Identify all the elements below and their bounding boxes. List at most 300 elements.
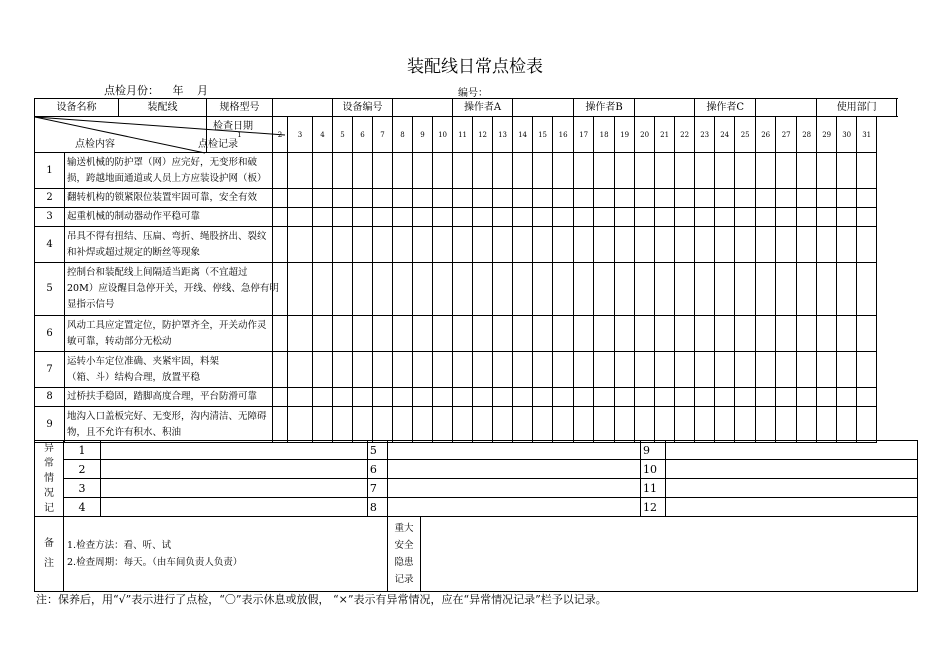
- check-cell[interactable]: [817, 388, 837, 407]
- check-cell[interactable]: [797, 352, 817, 388]
- check-cell[interactable]: [857, 352, 877, 388]
- check-cell[interactable]: [675, 352, 695, 388]
- check-cell[interactable]: [493, 388, 513, 407]
- check-cell[interactable]: [433, 263, 453, 316]
- check-cell[interactable]: [493, 208, 513, 227]
- check-cell[interactable]: [837, 407, 857, 443]
- check-cell[interactable]: [473, 316, 493, 352]
- check-cell[interactable]: [288, 352, 313, 388]
- check-cell[interactable]: [513, 153, 533, 189]
- check-cell[interactable]: [837, 352, 857, 388]
- check-cell[interactable]: [333, 316, 353, 352]
- check-cell[interactable]: [635, 407, 655, 443]
- check-cell[interactable]: [776, 388, 797, 407]
- major-hazard-record-cell[interactable]: [421, 517, 918, 591]
- check-cell[interactable]: [574, 227, 594, 263]
- check-cell[interactable]: [857, 263, 877, 316]
- check-cell[interactable]: [433, 189, 453, 208]
- check-cell[interactable]: [473, 407, 493, 443]
- check-cell[interactable]: [756, 263, 776, 316]
- abnormal-record-cell[interactable]: [101, 460, 368, 479]
- check-cell[interactable]: [837, 388, 857, 407]
- check-cell[interactable]: [473, 153, 493, 189]
- check-cell[interactable]: [715, 227, 735, 263]
- check-cell[interactable]: [288, 208, 313, 227]
- check-cell[interactable]: [353, 316, 373, 352]
- check-cell[interactable]: [433, 208, 453, 227]
- check-cell[interactable]: [353, 189, 373, 208]
- check-cell[interactable]: [433, 316, 453, 352]
- check-cell[interactable]: [574, 407, 594, 443]
- check-cell[interactable]: [857, 208, 877, 227]
- check-cell[interactable]: [574, 352, 594, 388]
- check-cell[interactable]: [553, 208, 574, 227]
- check-cell[interactable]: [453, 263, 473, 316]
- check-cell[interactable]: [313, 407, 333, 443]
- check-cell[interactable]: [675, 388, 695, 407]
- check-cell[interactable]: [493, 263, 513, 316]
- check-cell[interactable]: [413, 407, 433, 443]
- check-cell[interactable]: [288, 189, 313, 208]
- check-cell[interactable]: [413, 388, 433, 407]
- abnormal-record-cell[interactable]: [666, 498, 918, 517]
- check-cell[interactable]: [433, 388, 453, 407]
- check-cell[interactable]: [513, 316, 533, 352]
- check-cell[interactable]: [413, 189, 433, 208]
- check-cell[interactable]: [817, 208, 837, 227]
- date-header-row: [35, 117, 897, 153]
- check-cell[interactable]: [353, 407, 373, 443]
- check-cell[interactable]: [675, 263, 695, 316]
- check-cell[interactable]: [574, 388, 594, 407]
- check-cell[interactable]: [675, 189, 695, 208]
- check-cell[interactable]: [413, 263, 433, 316]
- abnormal-number: 11: [641, 479, 666, 498]
- check-cell[interactable]: [735, 208, 756, 227]
- check-cell[interactable]: [615, 208, 635, 227]
- check-cell[interactable]: [393, 208, 413, 227]
- check-cell[interactable]: [635, 227, 655, 263]
- check-cell[interactable]: [333, 388, 353, 407]
- abnormal-record-cell[interactable]: [101, 479, 368, 498]
- check-cell[interactable]: [353, 208, 373, 227]
- check-cell[interactable]: [433, 153, 453, 189]
- check-cell[interactable]: [333, 407, 353, 443]
- check-cell[interactable]: [493, 352, 513, 388]
- check-cell[interactable]: [288, 388, 313, 407]
- check-cell[interactable]: [333, 153, 353, 189]
- check-cell[interactable]: [373, 352, 393, 388]
- check-cell[interactable]: [797, 208, 817, 227]
- check-cell[interactable]: [797, 316, 817, 352]
- check-cell[interactable]: [776, 407, 797, 443]
- check-cell[interactable]: [655, 352, 675, 388]
- check-cell[interactable]: [373, 263, 393, 316]
- check-cell[interactable]: [493, 407, 513, 443]
- check-cell[interactable]: [513, 388, 533, 407]
- check-cell[interactable]: [473, 208, 493, 227]
- inspection-item-row: [35, 316, 897, 352]
- check-cell[interactable]: [817, 407, 837, 443]
- check-cell[interactable]: [735, 407, 756, 443]
- check-cell[interactable]: [756, 227, 776, 263]
- device-name-label: 设备名称: [35, 99, 119, 117]
- operator-c-value[interactable]: [756, 99, 817, 117]
- abnormal-record-cell[interactable]: [388, 460, 641, 479]
- abnormal-record-cell[interactable]: [388, 441, 641, 460]
- check-cell[interactable]: [373, 208, 393, 227]
- check-cell[interactable]: [655, 316, 675, 352]
- check-cell[interactable]: [655, 407, 675, 443]
- check-cell[interactable]: [756, 407, 776, 443]
- check-cell[interactable]: [635, 189, 655, 208]
- check-cell[interactable]: [635, 388, 655, 407]
- check-cell[interactable]: [675, 316, 695, 352]
- check-cell[interactable]: [453, 407, 473, 443]
- check-cell[interactable]: [333, 189, 353, 208]
- check-cell[interactable]: [735, 153, 756, 189]
- check-cell[interactable]: [553, 189, 574, 208]
- check-cell[interactable]: [513, 263, 533, 316]
- check-cell[interactable]: [635, 352, 655, 388]
- model-value[interactable]: [273, 99, 333, 117]
- check-cell[interactable]: [594, 189, 615, 208]
- check-cell[interactable]: [533, 352, 553, 388]
- check-cell[interactable]: [373, 227, 393, 263]
- check-cell[interactable]: [715, 352, 735, 388]
- check-cell[interactable]: [715, 316, 735, 352]
- check-cell[interactable]: [493, 227, 513, 263]
- check-cell[interactable]: [615, 407, 635, 443]
- check-cell[interactable]: [655, 263, 675, 316]
- check-cell[interactable]: [353, 352, 373, 388]
- check-cell[interactable]: [493, 189, 513, 208]
- abnormal-record-cell[interactable]: [388, 498, 641, 517]
- check-cell[interactable]: [776, 263, 797, 316]
- check-cell[interactable]: [817, 352, 837, 388]
- check-cell[interactable]: [273, 153, 288, 189]
- check-cell[interactable]: [615, 153, 635, 189]
- check-cell[interactable]: [797, 227, 817, 263]
- check-cell[interactable]: [473, 189, 493, 208]
- abnormal-record-cell[interactable]: [666, 479, 918, 498]
- check-cell[interactable]: [288, 227, 313, 263]
- check-cell[interactable]: [453, 189, 473, 208]
- check-cell[interactable]: [413, 153, 433, 189]
- check-cell[interactable]: [553, 352, 574, 388]
- device-no-value[interactable]: [393, 99, 453, 117]
- check-cell[interactable]: [553, 388, 574, 407]
- check-cell[interactable]: [473, 352, 493, 388]
- check-cell[interactable]: [393, 263, 413, 316]
- check-cell[interactable]: [288, 316, 313, 352]
- check-cell[interactable]: [797, 263, 817, 316]
- check-cell[interactable]: [353, 227, 373, 263]
- day-header: 1: [207, 117, 273, 153]
- check-cell[interactable]: [313, 208, 333, 227]
- check-cell[interactable]: [797, 407, 817, 443]
- check-cell[interactable]: [433, 352, 453, 388]
- check-cell[interactable]: [695, 189, 715, 208]
- check-cell[interactable]: [553, 263, 574, 316]
- check-cell[interactable]: [413, 227, 433, 263]
- check-cell[interactable]: [695, 352, 715, 388]
- check-cell[interactable]: [288, 263, 313, 316]
- item-content-line: 输送机械的防护罩（网）应完好，无变形和破: [67, 156, 258, 168]
- check-cell[interactable]: [273, 208, 288, 227]
- check-cell[interactable]: [735, 352, 756, 388]
- check-cell[interactable]: [333, 263, 353, 316]
- check-cell[interactable]: [715, 407, 735, 443]
- check-cell[interactable]: [513, 407, 533, 443]
- check-cell[interactable]: [393, 189, 413, 208]
- check-cell[interactable]: [473, 263, 493, 316]
- check-cell[interactable]: [513, 189, 533, 208]
- check-cell[interactable]: [817, 153, 837, 189]
- check-cell[interactable]: [473, 388, 493, 407]
- check-cell[interactable]: [776, 153, 797, 189]
- abnormal-record-cell[interactable]: [101, 441, 368, 460]
- check-cell[interactable]: [473, 227, 493, 263]
- check-cell[interactable]: [533, 263, 553, 316]
- check-cell[interactable]: [373, 316, 393, 352]
- check-cell[interactable]: [797, 153, 817, 189]
- check-cell[interactable]: [393, 352, 413, 388]
- check-cell[interactable]: [837, 263, 857, 316]
- check-cell[interactable]: [333, 208, 353, 227]
- check-cell[interactable]: [675, 208, 695, 227]
- check-cell[interactable]: [313, 153, 333, 189]
- check-cell[interactable]: [574, 263, 594, 316]
- check-cell[interactable]: [655, 388, 675, 407]
- check-cell[interactable]: [533, 208, 553, 227]
- check-cell[interactable]: [373, 189, 393, 208]
- check-cell[interactable]: [695, 227, 715, 263]
- check-cell[interactable]: [493, 153, 513, 189]
- check-cell[interactable]: [837, 208, 857, 227]
- check-cell[interactable]: [393, 316, 413, 352]
- operator-b-label: 操作者B: [574, 99, 635, 117]
- check-cell[interactable]: [393, 227, 413, 263]
- check-cell[interactable]: [715, 388, 735, 407]
- check-cell[interactable]: [695, 407, 715, 443]
- check-cell[interactable]: [615, 388, 635, 407]
- check-cell[interactable]: [615, 352, 635, 388]
- check-cell[interactable]: [817, 316, 837, 352]
- check-cell[interactable]: [413, 316, 433, 352]
- abnormal-row: [35, 479, 918, 498]
- operator-a-value[interactable]: [513, 99, 574, 117]
- check-cell[interactable]: [574, 153, 594, 189]
- check-cell[interactable]: [857, 388, 877, 407]
- check-cell[interactable]: [533, 316, 553, 352]
- check-cell[interactable]: [817, 263, 837, 316]
- check-cell[interactable]: [675, 407, 695, 443]
- check-cell[interactable]: [756, 208, 776, 227]
- check-cell[interactable]: [635, 153, 655, 189]
- check-cell[interactable]: [453, 153, 473, 189]
- check-cell[interactable]: [837, 153, 857, 189]
- check-cell[interactable]: [513, 208, 533, 227]
- check-cell[interactable]: [695, 208, 715, 227]
- check-cell[interactable]: [553, 227, 574, 263]
- check-cell[interactable]: [373, 153, 393, 189]
- check-cell[interactable]: [553, 407, 574, 443]
- check-cell[interactable]: [413, 352, 433, 388]
- check-cell[interactable]: [273, 189, 288, 208]
- check-cell[interactable]: [453, 388, 473, 407]
- check-cell[interactable]: [776, 352, 797, 388]
- check-cell[interactable]: [373, 388, 393, 407]
- check-cell[interactable]: [857, 189, 877, 208]
- remarks-row: [35, 517, 918, 592]
- check-cell[interactable]: [393, 153, 413, 189]
- check-cell[interactable]: [433, 407, 453, 443]
- check-cell[interactable]: [615, 316, 635, 352]
- check-cell[interactable]: [313, 316, 333, 352]
- check-cell[interactable]: [635, 263, 655, 316]
- check-cell[interactable]: [695, 153, 715, 189]
- check-cell[interactable]: [756, 316, 776, 352]
- check-cell[interactable]: [493, 316, 513, 352]
- check-cell[interactable]: [715, 153, 735, 189]
- check-cell[interactable]: [574, 316, 594, 352]
- check-cell[interactable]: [594, 352, 615, 388]
- check-cell[interactable]: [756, 153, 776, 189]
- check-cell[interactable]: [837, 189, 857, 208]
- check-cell[interactable]: [857, 407, 877, 443]
- check-cell[interactable]: [635, 208, 655, 227]
- check-cell[interactable]: [433, 227, 453, 263]
- check-cell[interactable]: [735, 263, 756, 316]
- check-cell[interactable]: [373, 407, 393, 443]
- check-cell[interactable]: [776, 189, 797, 208]
- abnormal-record-cell[interactable]: [388, 479, 641, 498]
- check-cell[interactable]: [615, 227, 635, 263]
- check-cell[interactable]: [353, 388, 373, 407]
- check-cell[interactable]: [837, 227, 857, 263]
- check-cell[interactable]: [615, 189, 635, 208]
- check-cell[interactable]: [574, 189, 594, 208]
- check-cell[interactable]: [453, 227, 473, 263]
- check-cell[interactable]: [857, 153, 877, 189]
- check-cell[interactable]: [533, 189, 553, 208]
- check-cell[interactable]: [776, 227, 797, 263]
- check-cell[interactable]: [288, 153, 313, 189]
- check-cell[interactable]: [353, 153, 373, 189]
- check-cell[interactable]: [533, 227, 553, 263]
- check-cell[interactable]: [313, 388, 333, 407]
- check-cell[interactable]: [273, 407, 288, 443]
- check-cell[interactable]: [735, 316, 756, 352]
- check-cell[interactable]: [615, 263, 635, 316]
- check-cell[interactable]: [313, 263, 333, 316]
- check-cell[interactable]: [453, 316, 473, 352]
- check-cell[interactable]: [273, 316, 288, 352]
- check-cell[interactable]: [288, 407, 313, 443]
- abnormal-record-cell[interactable]: [666, 460, 918, 479]
- item-content-line: 和补焊或超过规定的断丝等现象: [67, 246, 201, 258]
- check-cell[interactable]: [756, 388, 776, 407]
- operator-b-value[interactable]: [635, 99, 695, 117]
- check-cell[interactable]: [333, 227, 353, 263]
- check-cell[interactable]: [273, 227, 288, 263]
- check-cell[interactable]: [353, 263, 373, 316]
- check-cell[interactable]: [513, 227, 533, 263]
- check-cell[interactable]: [655, 153, 675, 189]
- check-cell[interactable]: [273, 388, 288, 407]
- check-cell[interactable]: [313, 227, 333, 263]
- abnormal-record-cell[interactable]: [666, 441, 918, 460]
- check-cell[interactable]: [817, 189, 837, 208]
- check-cell[interactable]: [715, 208, 735, 227]
- check-cell[interactable]: [413, 208, 433, 227]
- check-cell[interactable]: [695, 263, 715, 316]
- day-header: 9: [413, 117, 433, 153]
- check-cell[interactable]: [675, 153, 695, 189]
- check-cell[interactable]: [635, 316, 655, 352]
- check-cell[interactable]: [594, 153, 615, 189]
- check-cell[interactable]: [533, 153, 553, 189]
- check-cell[interactable]: [857, 227, 877, 263]
- check-cell[interactable]: [837, 316, 857, 352]
- check-cell[interactable]: [735, 388, 756, 407]
- check-cell[interactable]: [594, 227, 615, 263]
- check-cell[interactable]: [695, 388, 715, 407]
- check-cell[interactable]: [797, 189, 817, 208]
- check-cell[interactable]: [695, 316, 715, 352]
- check-cell[interactable]: [393, 388, 413, 407]
- check-cell[interactable]: [797, 388, 817, 407]
- check-cell[interactable]: [313, 352, 333, 388]
- check-cell[interactable]: [453, 352, 473, 388]
- check-cell[interactable]: [817, 227, 837, 263]
- check-cell[interactable]: [313, 189, 333, 208]
- check-cell[interactable]: [655, 208, 675, 227]
- check-cell[interactable]: [655, 189, 675, 208]
- check-cell[interactable]: [594, 263, 615, 316]
- check-cell[interactable]: [715, 189, 735, 208]
- check-cell[interactable]: [333, 352, 353, 388]
- abnormal-record-cell[interactable]: [101, 498, 368, 517]
- check-cell[interactable]: [776, 316, 797, 352]
- check-cell[interactable]: [273, 352, 288, 388]
- check-cell[interactable]: [857, 316, 877, 352]
- check-cell[interactable]: [533, 388, 553, 407]
- check-cell[interactable]: [735, 189, 756, 208]
- check-cell[interactable]: [453, 208, 473, 227]
- check-cell[interactable]: [594, 407, 615, 443]
- check-cell[interactable]: [393, 407, 413, 443]
- check-cell[interactable]: [594, 208, 615, 227]
- check-cell[interactable]: [756, 189, 776, 208]
- check-cell[interactable]: [655, 227, 675, 263]
- check-cell[interactable]: [513, 352, 533, 388]
- check-cell[interactable]: [553, 153, 574, 189]
- item-content: [65, 263, 279, 316]
- check-cell[interactable]: [776, 208, 797, 227]
- check-cell[interactable]: [675, 227, 695, 263]
- check-cell[interactable]: [715, 263, 735, 316]
- check-cell[interactable]: [756, 352, 776, 388]
- check-cell[interactable]: [594, 316, 615, 352]
- check-cell[interactable]: [533, 407, 553, 443]
- check-cell[interactable]: [553, 316, 574, 352]
- check-cell[interactable]: [574, 208, 594, 227]
- hazard-inner-row: [388, 517, 917, 591]
- check-cell[interactable]: [735, 227, 756, 263]
- check-cell[interactable]: [594, 388, 615, 407]
